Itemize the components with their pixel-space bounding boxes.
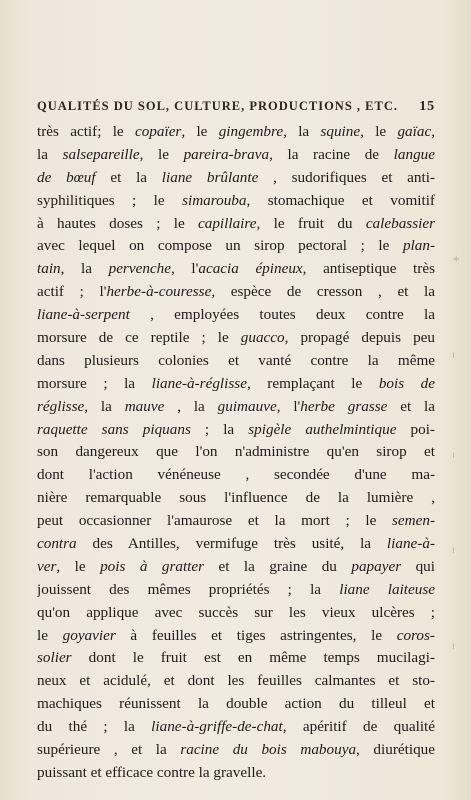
text-line (37, 167, 435, 190)
text-run: poi- (396, 420, 435, 438)
text-line (37, 327, 435, 350)
italic-term: spigèle authelmintique (248, 420, 397, 438)
text-run: , l' (276, 397, 301, 415)
italic-term: guimauve (217, 397, 277, 415)
text-line (37, 258, 435, 281)
text-line (37, 144, 435, 167)
text-line (37, 304, 435, 327)
text-line (37, 464, 435, 487)
italic-term: gingembre (218, 123, 284, 140)
text-run: et la (387, 397, 435, 415)
text-run: qu'on applique avec succès sur les vieux ulcères ; (37, 603, 435, 621)
italic-term: liane-à-réglisse (151, 374, 247, 392)
text-run: , employées toutes deux contre la (129, 306, 435, 324)
italic-term: réglisse (37, 397, 85, 415)
text-line (37, 213, 435, 236)
text-run: ; la (190, 420, 249, 438)
italic-term: liane-à-griffe-de-chat (151, 718, 283, 736)
text-line (37, 510, 435, 533)
text-line (37, 190, 435, 213)
text-run: puissant et efficace contre la gravelle. (37, 763, 267, 781)
text-line (37, 670, 435, 693)
text-run: des Antilles, vermifuge très usité, la (76, 535, 387, 553)
text-line (37, 762, 435, 785)
italic-term: liane brûlante (161, 168, 259, 186)
text-run: et la graine du (204, 557, 352, 575)
italic-term: acacia épineux (198, 260, 303, 278)
text-run: et la (95, 168, 162, 186)
text-run: , le (56, 557, 101, 575)
text-line (37, 556, 435, 579)
running-head-title: QUALITÉS DU SOL, CULTURE, PRODUCTIONS , ETC. (37, 99, 398, 113)
text-run: , apéritif de qualité (282, 718, 435, 736)
italic-term: liane laiteuse (339, 580, 435, 598)
italic-term: racine du bois mabouya (180, 741, 357, 759)
text-line (37, 281, 435, 304)
text-run: , la racine de (269, 145, 394, 163)
italic-term: liane-à- (386, 535, 435, 553)
italic-term: mauve (124, 397, 165, 415)
text-line (37, 487, 435, 510)
text-line (37, 350, 435, 373)
text-line (37, 419, 435, 442)
text-run: , le (360, 123, 398, 140)
text-line (37, 647, 435, 670)
text-line (37, 625, 435, 648)
italic-term: liane-à-serpent (37, 306, 130, 324)
italic-term: plan- (402, 237, 435, 255)
italic-term: goyavier (62, 626, 116, 644)
text-run: qui (401, 557, 435, 575)
text-run: dans plusieurs colonies et vanté contre la même (37, 351, 435, 369)
text-run: syphilitiques ; le (37, 191, 183, 209)
italic-term: solier (37, 649, 72, 667)
italic-term: semen- (391, 512, 435, 530)
text-run: , antiseptique très (302, 260, 435, 278)
text-run: jouissent des mêmes propriétés ; la (37, 580, 340, 598)
italic-term: pareira-brava (183, 145, 270, 163)
italic-term: de bœuf (37, 168, 96, 186)
text-run: morsure de ce reptile ; le (37, 329, 241, 347)
text-run: , le (181, 123, 219, 140)
italic-term: pervenche (108, 260, 171, 278)
italic-term: calebassier (365, 214, 435, 232)
text-run: , remplaçant le (246, 374, 379, 392)
text-line (37, 441, 435, 464)
text-run: dont le fruit est en même temps mucilagi- (71, 649, 435, 667)
text-run: , sudorifiques et anti- (258, 168, 435, 186)
text-run: nière remarquable sous l'influence de la lumière , (37, 489, 435, 507)
text-run: , propagé depuis peu (284, 329, 435, 347)
italic-term: capillaire (198, 214, 257, 232)
text-line (37, 602, 435, 625)
text-run: , le fruit du (256, 214, 366, 232)
text-run: le (37, 626, 63, 644)
text-run: à hautes doses ; le (37, 214, 198, 232)
text-run: , l' (171, 260, 199, 278)
text-line (37, 373, 435, 396)
text-run: , stomachique et vomitif (246, 191, 435, 209)
text-run: , la (164, 397, 218, 415)
italic-term: salsepareille (62, 145, 140, 163)
text-run: , espèce de cresson , et la (211, 283, 435, 301)
text-run: , le (139, 145, 184, 163)
italic-term: coros- (396, 626, 435, 644)
margin-mark: ı (452, 641, 455, 652)
italic-term: raquette sans piquans (37, 420, 191, 438)
italic-term: papayer (351, 557, 402, 575)
text-line (37, 739, 435, 762)
text-run: neux et acidulé, et dont les feuilles calmantes et sto- (37, 672, 435, 690)
text-line (37, 693, 435, 716)
page-number: 15 (419, 99, 435, 114)
italic-term: langue (393, 145, 435, 163)
text-run: , la (60, 260, 109, 278)
margin-mark: ı (452, 545, 455, 556)
text-run: très actif; le (37, 123, 135, 140)
running-head (37, 99, 435, 115)
text-run: , (431, 123, 435, 140)
text-run: avec lequel on compose un sirop pectoral ; le (37, 237, 403, 255)
italic-term: tain (37, 260, 61, 278)
text-line (37, 396, 435, 419)
text-run: , la (283, 123, 321, 140)
text-run: son dangereux que l'on n'administre qu'en sirop et (37, 443, 435, 461)
text-run: morsure ; la (37, 374, 152, 392)
text-line (37, 235, 435, 258)
italic-term: squine (320, 123, 361, 140)
text-run: , la (84, 397, 125, 415)
italic-term: herbe-à-couresse (106, 283, 212, 301)
text-run: peut occasionner l'amaurose et la mort ; le (37, 512, 392, 530)
italic-term: herbe grasse (300, 397, 388, 415)
text-run: dont l'action vénéneuse , secondée d'une ma- (37, 466, 435, 484)
margin-mark: + (452, 254, 461, 265)
text-line (37, 579, 435, 602)
text-run: la (37, 145, 63, 163)
body-text (37, 121, 435, 785)
text-run: machiques réunissent la double action du tilleul et (37, 695, 435, 713)
text-line (37, 121, 435, 144)
text-run: actif ; l' (37, 283, 107, 301)
text-line (37, 533, 435, 556)
text-run: , diurétique (356, 741, 435, 759)
italic-term: bois de (378, 374, 435, 392)
italic-term: ver (37, 557, 57, 575)
italic-term: guacco (240, 329, 285, 347)
italic-term: gaïac (397, 123, 432, 140)
italic-term: pois à gratter (100, 557, 205, 575)
text-run: à feuilles et tiges astringentes, le (115, 626, 397, 644)
italic-term: contra (37, 535, 77, 553)
margin-mark: ı (452, 450, 455, 461)
italic-term: copaïer (134, 123, 182, 140)
italic-term: simarouba (182, 191, 247, 209)
margin-mark: ı (452, 350, 455, 361)
text-run: supérieure , et la (37, 741, 181, 759)
text-run: du thé ; la (37, 718, 152, 736)
text-line (37, 716, 435, 739)
